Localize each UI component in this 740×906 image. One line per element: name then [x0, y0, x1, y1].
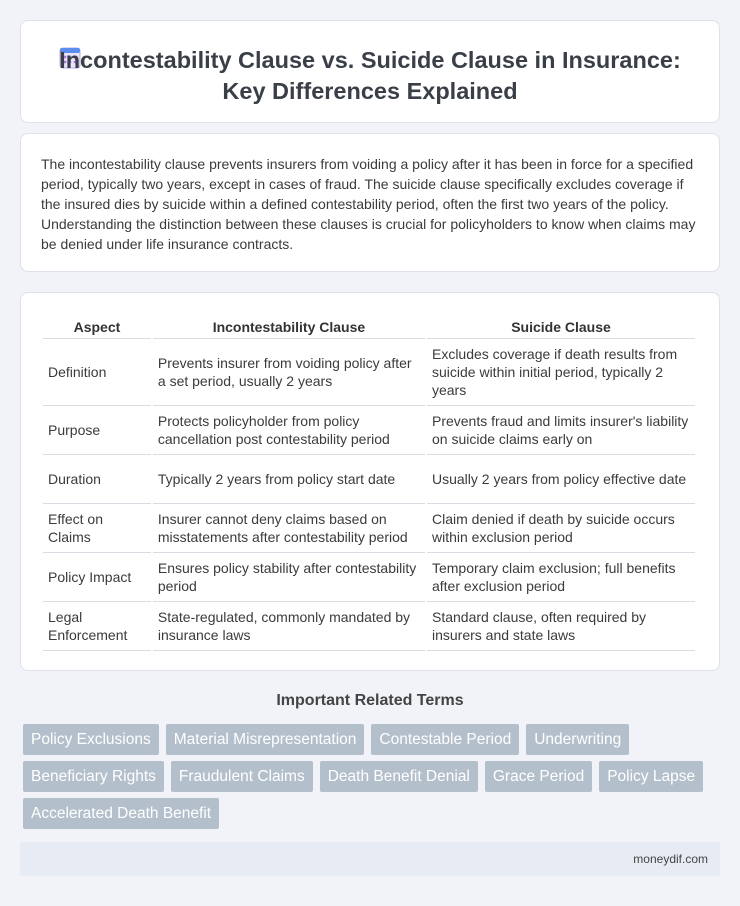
- table-cell: Usually 2 years from policy effective date: [427, 455, 695, 504]
- tag-policy-lapse[interactable]: Policy Lapse: [599, 761, 703, 792]
- table-row: [43, 602, 695, 651]
- footer-site-name: moneydif.com: [633, 852, 708, 866]
- related-terms-tags: [23, 724, 723, 835]
- header-card: [20, 20, 720, 123]
- tag-underwriting[interactable]: Underwriting: [526, 724, 629, 755]
- table-cell-aspect: Purpose: [43, 406, 151, 455]
- tag-material-misrepresentation[interactable]: Material Misrepresentation: [166, 724, 365, 755]
- comparison-table: [41, 315, 697, 651]
- tag-beneficiary-rights[interactable]: Beneficiary Rights: [23, 761, 164, 792]
- footer: [20, 842, 720, 876]
- table-cell: Prevents insurer from voiding policy after a set period, usually 2 years: [153, 339, 425, 406]
- page-title-line-1: Incontestability Clause vs. Suicide Clause in Insurance:: [59, 47, 681, 73]
- table-cell: Ensures policy stability after contestability period: [153, 553, 425, 602]
- table-cell: Protects policyholder from policy cancellation post contestability period: [153, 406, 425, 455]
- tag-policy-exclusions[interactable]: Policy Exclusions: [23, 724, 159, 755]
- page-title: [21, 45, 719, 107]
- table-cell: Excludes coverage if death results from suicide within initial period, typically 2 years: [427, 339, 695, 406]
- table-header-aspect: Aspect: [43, 315, 151, 339]
- table-cell-aspect: Duration: [43, 455, 151, 504]
- tag-contestable-period[interactable]: Contestable Period: [371, 724, 519, 755]
- tag-grace-period[interactable]: Grace Period: [485, 761, 592, 792]
- table-cell: Temporary claim exclusion; full benefits after exclusion period: [427, 553, 695, 602]
- table-row: [43, 339, 695, 406]
- table-header-incontestability: Incontestability Clause: [153, 315, 425, 339]
- table-cell: Prevents fraud and limits insurer's liability on suicide claims early on: [427, 406, 695, 455]
- table-row: [43, 455, 695, 504]
- related-terms-title: Important Related Terms: [276, 692, 464, 709]
- table-cell: Claim denied if death by suicide occurs within exclusion period: [427, 504, 695, 553]
- table-cell: Typically 2 years from policy start date: [153, 455, 425, 504]
- table-row: [43, 553, 695, 602]
- table-cell-aspect: Effect on Claims: [43, 504, 151, 553]
- comparison-table-card: [20, 292, 720, 671]
- table-row: [43, 406, 695, 455]
- intro-card: [20, 133, 720, 272]
- table-header-row: [43, 315, 695, 339]
- tag-accelerated-death-benefit[interactable]: Accelerated Death Benefit: [23, 798, 219, 829]
- table-cell: State-regulated, commonly mandated by insurance laws: [153, 602, 425, 651]
- intro-paragraph: The incontestability clause prevents insurers from voiding a policy after it has been in force for a specified period, typically two years, except in cases of fraud. The suicide clause specifically excludes coverage if the insured dies by suicide within a defined contestability period, often the first two years of the policy. Understanding the distinction between these clauses is crucial for policyholders to know when claims may be denied under life insurance contracts.: [41, 156, 696, 252]
- table-cell-aspect: Policy Impact: [43, 553, 151, 602]
- tag-fraudulent-claims[interactable]: Fraudulent Claims: [171, 761, 313, 792]
- page-title-line-2: Key Differences Explained: [222, 78, 518, 104]
- tag-death-benefit-denial[interactable]: Death Benefit Denial: [320, 761, 478, 792]
- table-cell-aspect: Definition: [43, 339, 151, 406]
- table-cell-aspect: Legal Enforcement: [43, 602, 151, 651]
- table-cell: Insurer cannot deny claims based on misstatements after contestability period: [153, 504, 425, 553]
- table-cell: Standard clause, often required by insurers and state laws: [427, 602, 695, 651]
- table-header-suicide: Suicide Clause: [427, 315, 695, 339]
- table-row: [43, 504, 695, 553]
